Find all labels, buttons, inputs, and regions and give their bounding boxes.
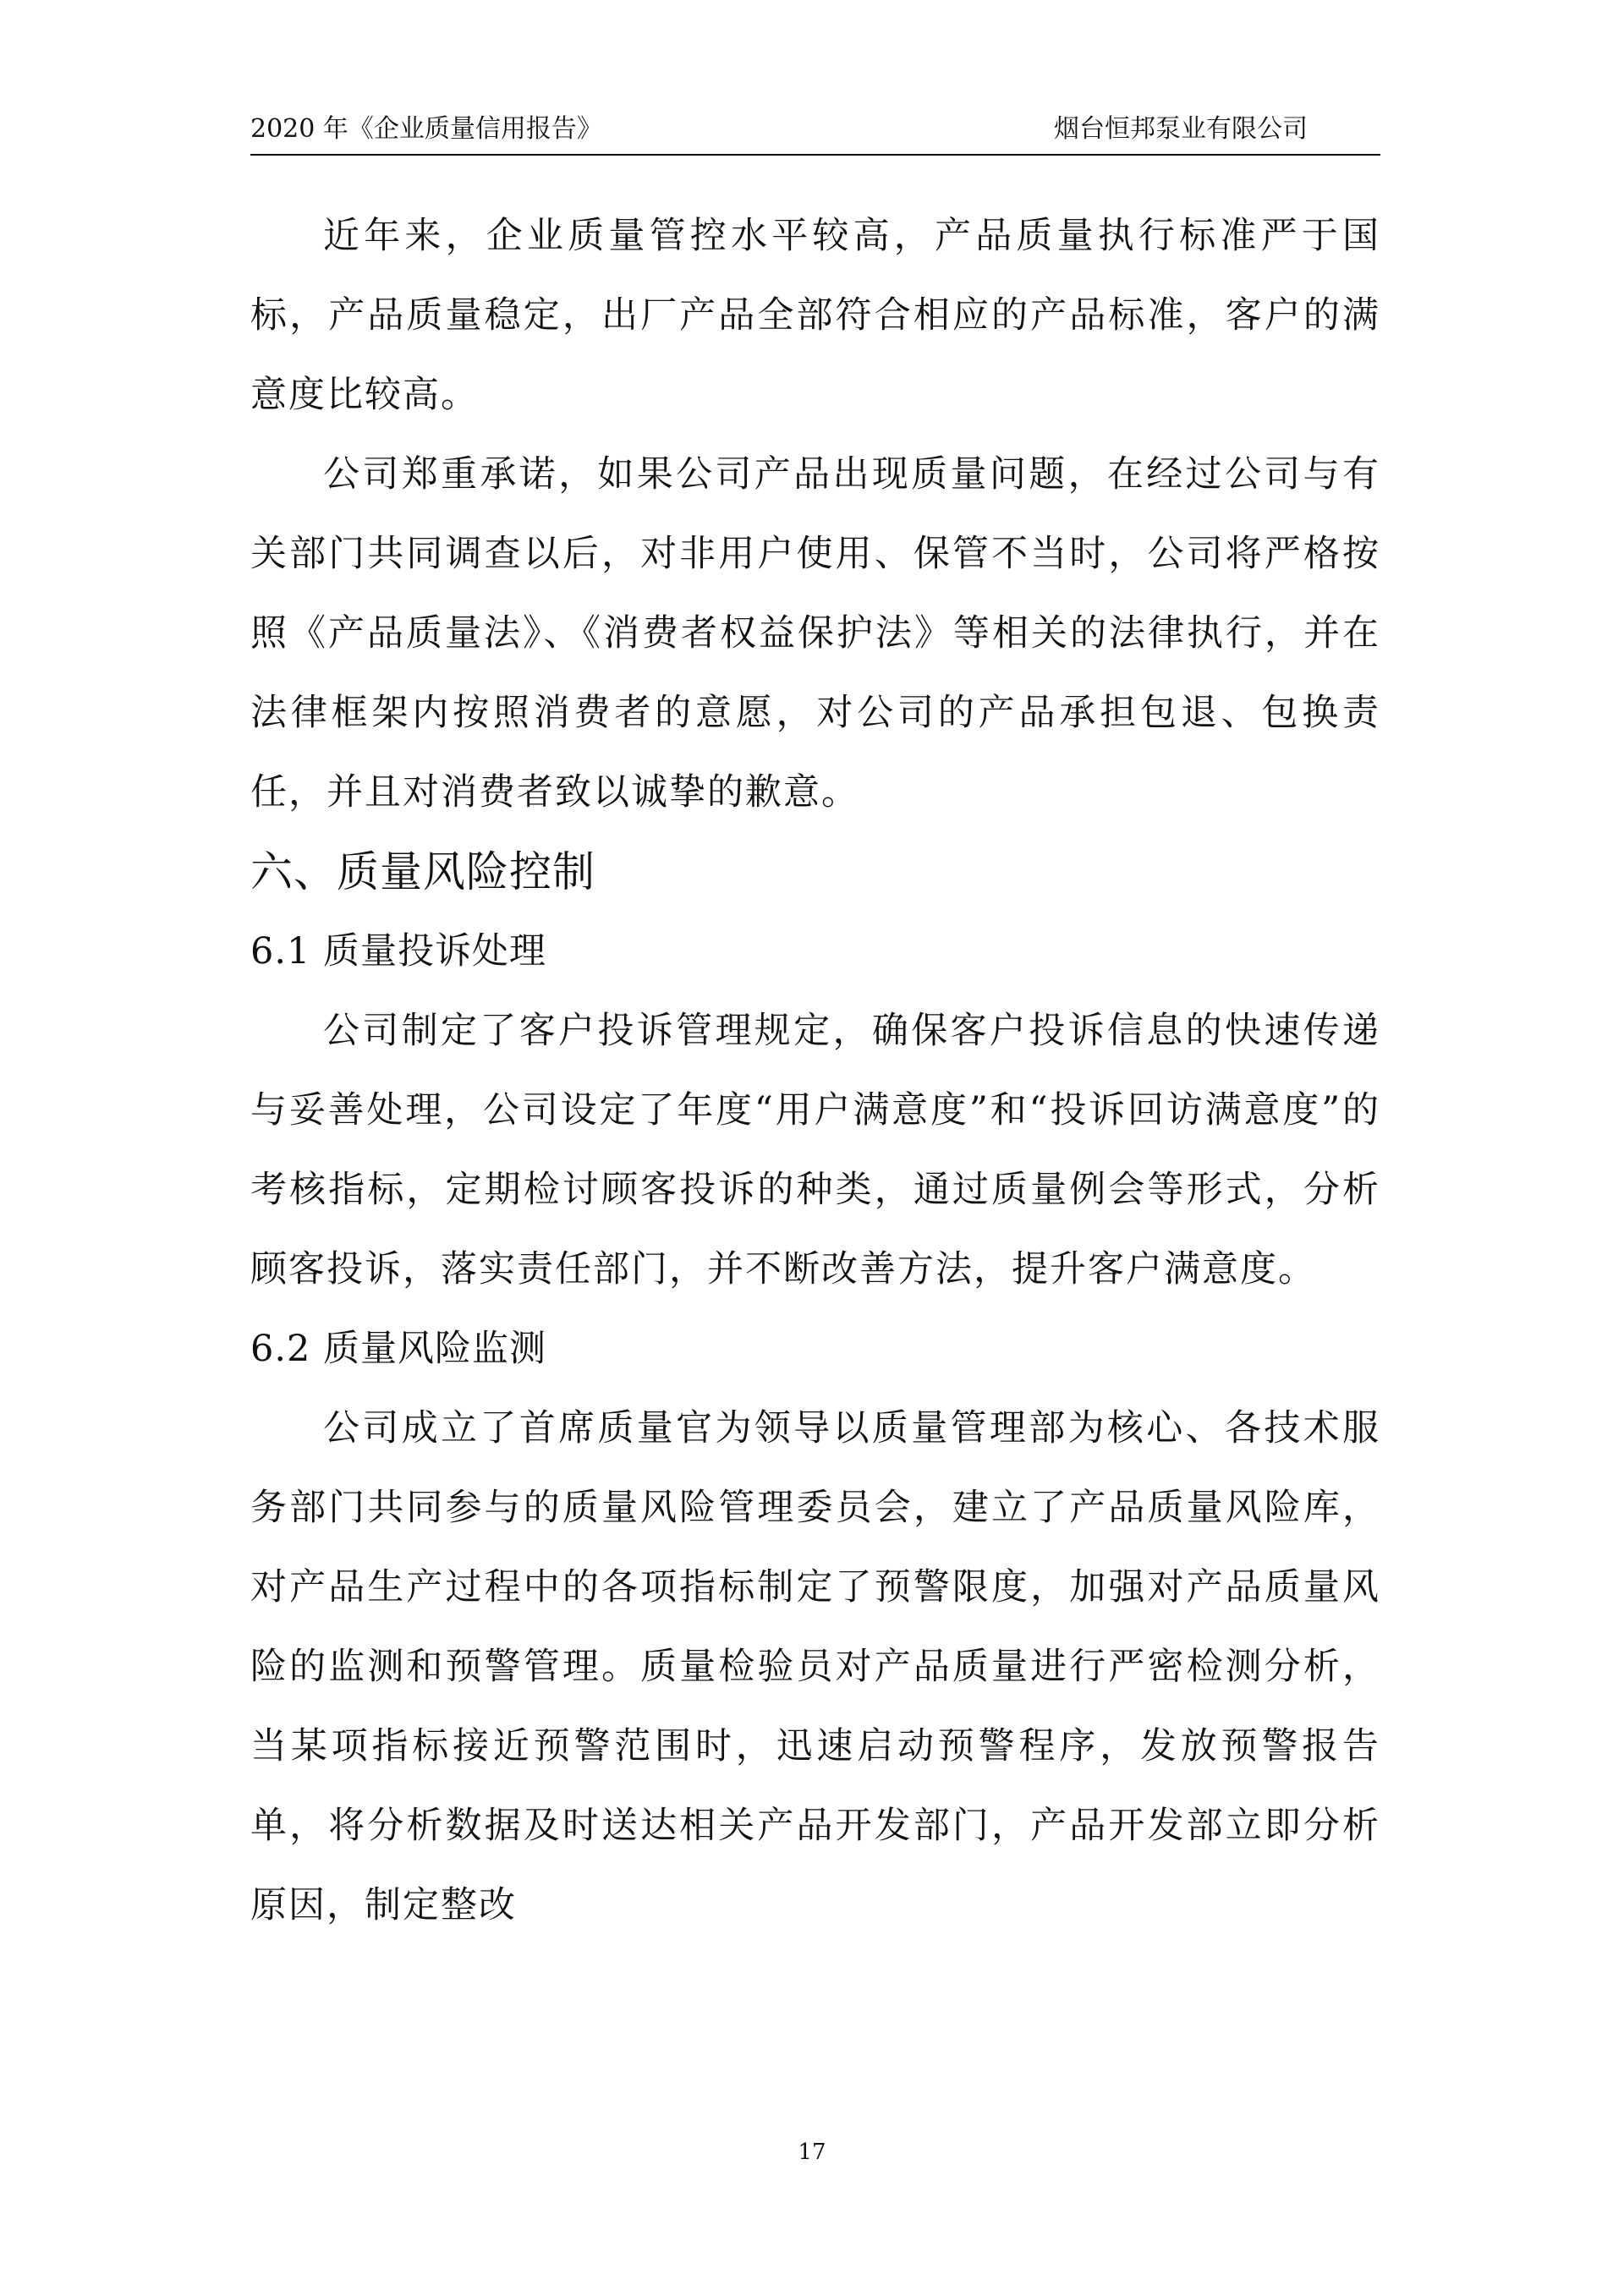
page-header bbox=[250, 110, 1380, 149]
header-company-name: 烟台恒邦泵业有限公司 bbox=[1054, 114, 1308, 144]
header-report-title: 2020 年《企业质量信用报告》 bbox=[250, 114, 602, 144]
page-number: 17 bbox=[798, 2140, 826, 2165]
section-heading-quality-risk-control: 六、质量风险控制 bbox=[250, 847, 595, 896]
paragraph-complaint-handling: 公司制定了客户投诉管理规定，确保客户投诉信息的快速传递与妥善处理，公司设定了年度“用户满意度”和“投诉回访满意度”的考核指标，定期检讨顾客投诉的种类，通过质量例会等形式，分析顾客投诉，落实责任部门，并不断改善方法，提升客户满意度。 bbox=[250, 1010, 1380, 1290]
subsection-heading-complaint-handling: 6.1 质量投诉处理 bbox=[250, 930, 547, 973]
paragraph-risk-monitoring: 公司成立了首席质量官为领导以质量管理部为核心、各技术服务部门共同参与的质量风险管理委员会，建立了产品质量风险库，对产品生产过程中的各项指标制定了预警限度，加强对产品质量风险的监测和预警管理。质量检验员对产品质量进行严密检测分析，当某项指标接近预警范围时，迅速启动预警程序，发放预警报告单，将分析数据及时送达相关产品开发部门，产品开发部立即分析原因，制定整改 bbox=[250, 1407, 1380, 1926]
subsection-heading-risk-monitoring: 6.2 质量风险监测 bbox=[250, 1328, 547, 1370]
paragraph-company-commitment: 公司郑重承诺，如果公司产品出现质量问题，在经过公司与有关部门共同调查以后，对非用户使用、保管不当时，公司将严格按照《产品质量法》、《消费者权益保护法》等相关的法律执行，并在法律框架内按照消费者的意愿，对公司的产品承担包退、包换责任，并且对消费者致以诚挚的歉意。 bbox=[250, 453, 1380, 814]
page-body bbox=[250, 196, 1380, 1945]
header-divider bbox=[250, 154, 1380, 156]
paragraph-quality-overview: 近年来，企业质量管控水平较高，产品质量执行标准严于国标，产品质量稳定，出厂产品全部符合相应的产品标准，客户的满意度比较高。 bbox=[250, 215, 1380, 416]
